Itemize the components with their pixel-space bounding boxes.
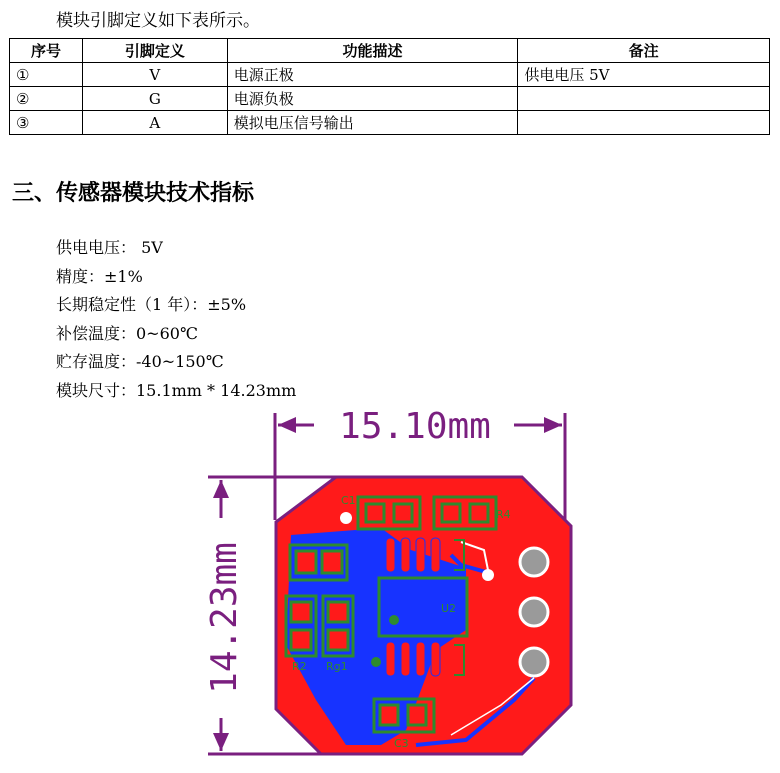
via bbox=[389, 615, 399, 625]
silk-label-r4: R4 bbox=[496, 508, 511, 521]
silk-label-c3: C3 bbox=[394, 737, 409, 750]
header-pin: 引脚定义 bbox=[82, 39, 227, 63]
cell-pin: A bbox=[82, 111, 227, 135]
spec-item-compensation-temp: 补偿温度：0~60℃ bbox=[56, 323, 198, 343]
intro-text: 模块引脚定义如下表所示。 bbox=[56, 11, 260, 31]
width-dim-arrow-right bbox=[544, 417, 562, 433]
table-row bbox=[10, 87, 770, 111]
width-dim-label: 15.10mm bbox=[339, 406, 491, 447]
cell-note: 供电电压 5V bbox=[518, 63, 770, 87]
header-no: 序号 bbox=[10, 39, 83, 63]
cell-desc: 电源正极 bbox=[227, 63, 518, 87]
cell-no: ① bbox=[10, 63, 83, 87]
height-dim-arrow-top bbox=[213, 480, 229, 498]
table-row bbox=[10, 111, 770, 135]
spec-item-module-size: 模块尺寸：15.1mm * 14.23mm bbox=[56, 380, 297, 400]
silk-label-u2: U2 bbox=[441, 602, 457, 615]
cell-no: ② bbox=[10, 87, 83, 111]
header-desc: 功能描述 bbox=[227, 39, 518, 63]
header-pad-g bbox=[520, 598, 548, 626]
spec-item-storage-temp: 贮存温度：-40~150℃ bbox=[56, 352, 224, 371]
header-note: 备注 bbox=[518, 39, 770, 63]
cell-pin: G bbox=[82, 87, 227, 111]
spec-item-voltage: 供电电压： 5V bbox=[56, 238, 163, 257]
spec-item-stability: 长期稳定性（1 年）：±5% bbox=[56, 295, 247, 314]
width-dim-arrow-left bbox=[278, 417, 296, 433]
spec-item-accuracy: 精度：±1% bbox=[56, 266, 143, 286]
pin-definition-table bbox=[9, 38, 770, 135]
header-pad-v bbox=[520, 548, 548, 576]
cell-no: ③ bbox=[10, 111, 83, 135]
silk-label-r2: R2 bbox=[292, 660, 307, 673]
spec-list bbox=[56, 234, 296, 405]
pcb-dimension-drawing bbox=[196, 400, 580, 760]
cell-pin: V bbox=[82, 63, 227, 87]
header-pad-a bbox=[520, 648, 548, 676]
cell-note bbox=[518, 87, 770, 111]
cell-note bbox=[518, 111, 770, 135]
silk-label-c1: C1 bbox=[341, 494, 356, 507]
via bbox=[340, 512, 352, 524]
cell-desc: 模拟电压信号输出 bbox=[227, 111, 518, 135]
cell-desc: 电源负极 bbox=[227, 87, 518, 111]
table-row bbox=[10, 63, 770, 87]
via bbox=[482, 569, 494, 581]
height-dim-label: 14.23mm bbox=[204, 542, 245, 694]
section-title: 三、传感器模块技术指标 bbox=[12, 181, 255, 206]
table-header-row bbox=[10, 39, 770, 63]
silk-label-rg1: Rg1 bbox=[326, 660, 348, 673]
height-dim-arrow-bottom bbox=[213, 733, 229, 751]
via bbox=[371, 657, 381, 667]
